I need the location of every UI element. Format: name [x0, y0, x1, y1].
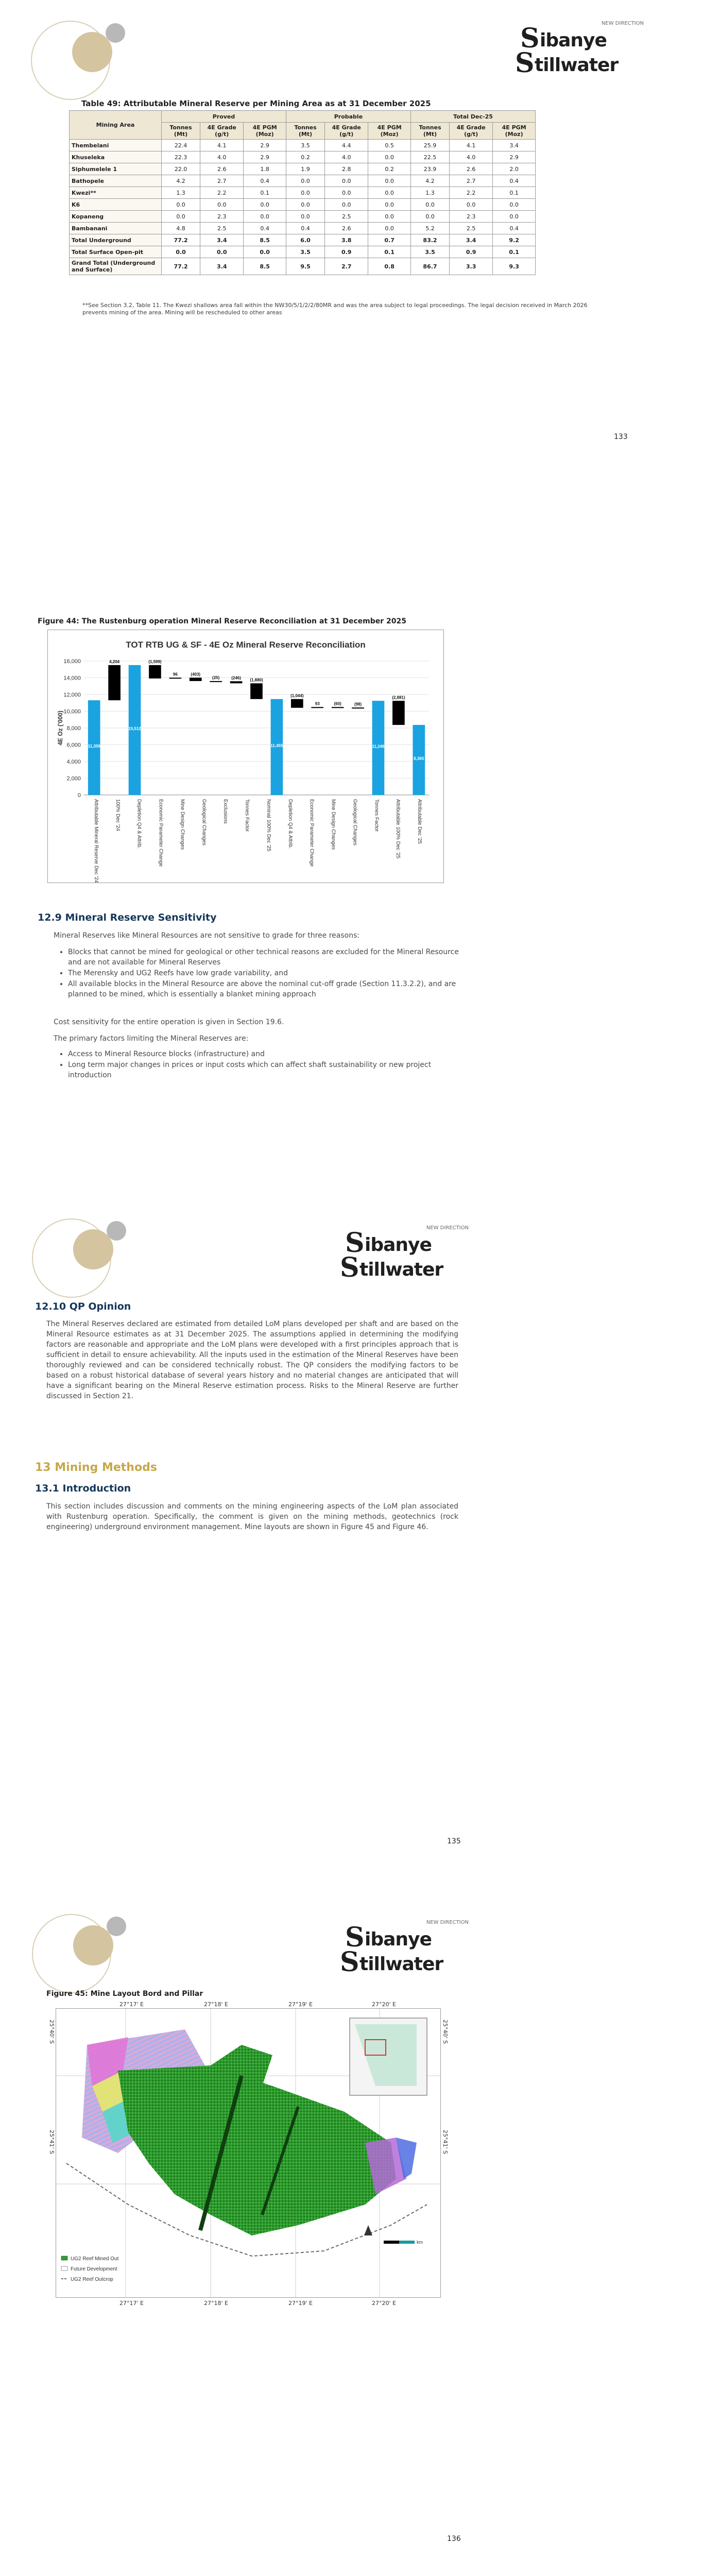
table-row	[70, 163, 536, 175]
logo-word: tillwater	[359, 1259, 443, 1280]
x-tick-label: Mine Design Changes	[330, 799, 336, 850]
decor-circle-grey	[106, 23, 125, 43]
delta-bar	[332, 707, 344, 708]
delta-bar	[230, 681, 243, 683]
sensitivity-intro: Mineral Reserves like Mineral Resources are not sensitive to grade for three reasons:	[54, 931, 360, 940]
y-tick-label: 16,000	[63, 658, 81, 665]
value-cell: 0.0	[325, 187, 368, 199]
value-cell: 0.0	[200, 199, 244, 211]
value-cell: 2.5	[450, 223, 493, 234]
waterfall-svg	[48, 630, 443, 883]
mining-area-cell: Total Underground	[70, 234, 162, 246]
delta-bar	[149, 665, 161, 679]
table-row	[70, 234, 536, 246]
delta-bar	[352, 707, 364, 708]
y-tick-label: 2,000	[66, 775, 81, 782]
header-group: Total Dec-25	[410, 111, 535, 123]
data-label: 15,512	[128, 726, 141, 731]
value-cell: 0.0	[286, 187, 324, 199]
value-cell: 2.6	[450, 163, 493, 175]
value-cell: 1.3	[410, 187, 449, 199]
value-cell: 9.2	[493, 234, 536, 246]
y-tick-label: 14,000	[63, 675, 81, 682]
bullet-item: • Access to Mineral Resource blocks (infrastructure) and	[68, 1049, 470, 1059]
header-group: Proved	[162, 111, 286, 123]
mining-area-cell: Siphumelele 1	[70, 163, 162, 175]
table-caption: Table 49: Attributable Mineral Reserve per Mining Area as at 31 December 2025	[81, 99, 431, 108]
value-cell: 0.0	[368, 187, 411, 199]
value-cell: 0.0	[244, 246, 286, 258]
value-cell: 2.3	[200, 211, 244, 223]
x-tick-label: Attributable Mineral Reserve Dec '24	[93, 799, 99, 883]
table-row	[70, 151, 536, 163]
section-title-131: 13.1 Introduction	[35, 1483, 131, 1494]
value-cell: 1.9	[286, 163, 324, 175]
table-row	[70, 246, 536, 258]
logo-tagline: NEW DIRECTION	[426, 1920, 469, 1925]
value-cell: 0.0	[368, 175, 411, 187]
legend-item: Future Development	[71, 2266, 117, 2272]
map-svg	[56, 2009, 440, 2297]
value-cell: 0.4	[493, 175, 536, 187]
delta-bar	[169, 677, 182, 679]
value-cell: 2.8	[325, 163, 368, 175]
bullet-item: • Blocks that cannot be mined for geological or other technical reasons are excluded for the Mineral Resource and are not available for Mineral Reserves	[68, 947, 470, 968]
table-row	[70, 258, 536, 275]
logo-tagline: NEW DIRECTION	[601, 21, 644, 26]
value-cell: 0.1	[368, 246, 411, 258]
delta-bar	[108, 665, 121, 700]
table-row	[70, 175, 536, 187]
value-cell: 0.0	[244, 211, 286, 223]
y-axis-label: 4E Oz ('000)	[57, 710, 64, 745]
value-cell: 0.0	[368, 223, 411, 234]
value-cell: 3.4	[200, 258, 244, 275]
value-cell: 0.0	[286, 211, 324, 223]
data-label: (98)	[354, 702, 362, 707]
value-cell: 6.0	[286, 234, 324, 246]
value-cell: 0.8	[368, 258, 411, 275]
logo-letter: S	[345, 1227, 365, 1259]
table-row	[70, 199, 536, 211]
page-number: 135	[447, 1837, 461, 1845]
data-label: (2,881)	[392, 695, 405, 700]
value-cell: 3.4	[450, 234, 493, 246]
y-tick-label: 10,000	[63, 708, 81, 715]
decor-circle-grey	[107, 1917, 126, 1936]
value-cell: 0.0	[493, 211, 536, 223]
value-cell: 3.4	[200, 234, 244, 246]
value-cell: 5.2	[410, 223, 449, 234]
value-cell: 0.4	[244, 175, 286, 187]
logo-word: ibanye	[365, 1929, 432, 1950]
logo-letter: S	[515, 47, 535, 79]
value-cell: 3.5	[410, 246, 449, 258]
data-label: 93	[315, 701, 320, 706]
section-title-129: 12.9 Mineral Reserve Sensitivity	[38, 912, 217, 923]
delta-bar	[311, 707, 323, 708]
value-cell: 0.7	[368, 234, 411, 246]
value-cell: 4.0	[450, 151, 493, 163]
data-label: 11,455	[270, 743, 283, 748]
reconciliation-chart	[47, 630, 444, 883]
value-cell: 4.0	[200, 151, 244, 163]
value-cell: 2.2	[200, 187, 244, 199]
value-cell: 0.9	[450, 246, 493, 258]
sub-header: 4E Grade (g/t)	[200, 123, 244, 140]
data-label: (1,599)	[148, 659, 162, 664]
factors-bullets	[54, 1049, 470, 1081]
value-cell: 0.0	[200, 246, 244, 258]
bottom-coord: 27°19' E	[288, 2300, 313, 2307]
logo-word: tillwater	[535, 55, 619, 76]
sensitivity-bullets	[54, 947, 470, 1000]
delta-bar	[190, 677, 202, 681]
value-cell: 0.0	[368, 151, 411, 163]
value-cell: 0.0	[162, 246, 200, 258]
value-cell: 2.9	[244, 151, 286, 163]
sub-header: 4E PGM (Moz)	[368, 123, 411, 140]
logo-letter: S	[340, 1946, 359, 1978]
mining-area-cell: Bathopele	[70, 175, 162, 187]
mineral-reserve-table	[69, 110, 536, 275]
value-cell: 0.1	[493, 246, 536, 258]
value-cell: 0.0	[410, 211, 449, 223]
data-label: 11,309	[88, 744, 100, 749]
mining-area-cell: Grand Total (Underground and Surface)	[70, 258, 162, 275]
map-legend	[61, 2256, 119, 2282]
sub-header: Tonnes (Mt)	[410, 123, 449, 140]
mining-area-cell: Kwezi**	[70, 187, 162, 199]
x-tick-label: Tonnes Factor	[244, 799, 250, 832]
value-cell: 0.0	[325, 199, 368, 211]
logo-word: ibanye	[540, 30, 607, 51]
value-cell: 2.2	[450, 187, 493, 199]
logo-letter: S	[340, 1252, 359, 1283]
x-tick-label: 100% Dec '24	[114, 799, 121, 831]
y-tick-label: 0	[77, 792, 81, 799]
x-tick-label: Mine Design Changes	[179, 799, 185, 850]
scale-label: km	[417, 2240, 423, 2245]
value-cell: 0.2	[286, 151, 324, 163]
value-cell: 2.7	[450, 175, 493, 187]
value-cell: 9.5	[286, 258, 324, 275]
value-cell: 2.0	[493, 163, 536, 175]
decor-circle-grey	[107, 1221, 126, 1241]
bullet-item: • The Merensky and UG2 Reefs have low grade variability, and	[68, 968, 470, 978]
data-label: (1,044)	[290, 693, 304, 698]
sub-header: 4E PGM (Moz)	[493, 123, 536, 140]
data-label: 4,204	[109, 659, 120, 664]
top-coord: 27°17' E	[119, 2001, 144, 2008]
value-cell: 8.5	[244, 234, 286, 246]
section-title-13: 13 Mining Methods	[35, 1461, 157, 1474]
value-cell: 0.0	[162, 199, 200, 211]
value-cell: 0.0	[325, 175, 368, 187]
value-cell: 0.1	[244, 187, 286, 199]
decor-circle-tan	[73, 1925, 113, 1965]
factors-intro: The primary factors limiting the Mineral Reserves are:	[54, 1035, 249, 1043]
value-cell: 2.9	[493, 151, 536, 163]
value-cell: 2.6	[325, 223, 368, 234]
data-label: (246)	[231, 675, 241, 681]
value-cell: 0.0	[162, 211, 200, 223]
x-tick-label: Economic Parameter Change	[158, 799, 164, 867]
logo-letter: S	[345, 1922, 365, 1953]
value-cell: 0.0	[450, 199, 493, 211]
decor-circle-tan	[72, 32, 112, 72]
table-row	[70, 187, 536, 199]
logo-word: tillwater	[359, 1954, 443, 1975]
right-coord: 25°41' S	[442, 2130, 449, 2154]
value-cell: 77.2	[162, 258, 200, 275]
value-cell: 0.0	[368, 199, 411, 211]
top-coord: 27°20' E	[372, 2001, 396, 2008]
mining-area-cell: Bambanani	[70, 223, 162, 234]
delta-bar	[392, 701, 405, 725]
table-row	[70, 223, 536, 234]
value-cell: 0.4	[244, 223, 286, 234]
value-cell: 3.3	[450, 258, 493, 275]
value-cell: 77.2	[162, 234, 200, 246]
value-cell: 23.9	[410, 163, 449, 175]
bullet-item: • Long term major changes in prices or input costs which can affect shaft sustainability or new project introduction	[68, 1060, 470, 1080]
value-cell: 2.3	[450, 211, 493, 223]
top-coord: 27°19' E	[288, 2001, 313, 2008]
sub-header: 4E PGM (Moz)	[244, 123, 286, 140]
value-cell: 3.4	[493, 140, 536, 151]
value-cell: 2.5	[200, 223, 244, 234]
company-logo	[340, 1225, 469, 1282]
value-cell: 0.0	[410, 199, 449, 211]
top-coord: 27°18' E	[204, 2001, 228, 2008]
value-cell: 0.0	[493, 199, 536, 211]
left-coord: 25°41' S	[48, 2130, 55, 2154]
value-cell: 22.3	[162, 151, 200, 163]
logo-word: ibanye	[365, 1234, 432, 1256]
figure-caption: Figure 45: Mine Layout Bord and Pillar	[46, 1990, 203, 1998]
y-tick-label: 12,000	[63, 692, 81, 698]
mining-area-cell: K6	[70, 199, 162, 211]
mining-area-cell: Total Surface Open-pit	[70, 246, 162, 258]
value-cell: 4.4	[325, 140, 368, 151]
mining-area-cell: Thembelani	[70, 140, 162, 151]
value-cell: 4.1	[450, 140, 493, 151]
data-label: 8,365	[414, 756, 424, 761]
value-cell: 0.0	[368, 211, 411, 223]
mining-area-cell: Khuseleka	[70, 151, 162, 163]
mining-intro-text: This section includes discussion and comments on the mining engineering aspects of the LoM plan associated with Rustenburg operation. Specifically, the comment is given on the mining methods, geotechnics (rock engineering) underground environment management. Mine layouts are shown in Figure 45 and Figure 46.	[46, 1502, 458, 1531]
x-tick-label: Attributable 100% Dec '25	[395, 799, 401, 859]
value-cell: 22.0	[162, 163, 200, 175]
data-label: (25)	[212, 675, 220, 680]
figure-caption: Figure 44: The Rustenburg operation Mineral Reserve Reconciliation at 31 December 2025	[38, 617, 407, 625]
logo-tagline: NEW DIRECTION	[426, 1225, 469, 1231]
value-cell: 3.8	[325, 234, 368, 246]
chart-title: TOT RTB UG & SF - 4E Oz Mineral Reserve Reconciliation	[126, 640, 366, 650]
x-tick-label: Nominal 100% Dec '25	[265, 799, 271, 852]
x-tick-label: Geological Changes	[201, 799, 207, 846]
value-cell: 0.5	[368, 140, 411, 151]
value-cell: 8.5	[244, 258, 286, 275]
value-cell: 0.0	[286, 199, 324, 211]
value-cell: 0.4	[493, 223, 536, 234]
x-tick-label: Economic Parameter Change	[308, 799, 315, 867]
y-tick-label: 4,000	[66, 759, 81, 765]
x-tick-label: Depletion Q4 & Attrib.	[136, 799, 142, 849]
bullet-item: • All available blocks in the Mineral Resource are above the nominal cut-off grade (Section 11.3.2.2), and are planned to be mined, which is essentially a blanket mining approach	[68, 979, 470, 999]
cost-sensitivity-text: Cost sensitivity for the entire operation is given in Section 19.6.	[54, 1018, 284, 1026]
bottom-coord: 27°17' E	[119, 2300, 144, 2307]
col-mining-area: Mining Area	[70, 111, 162, 140]
value-cell: 2.9	[244, 140, 286, 151]
sub-header: Tonnes (Mt)	[162, 123, 200, 140]
page-number: 136	[447, 2535, 461, 2543]
value-cell: 3.5	[286, 140, 324, 151]
data-label: (60)	[334, 701, 341, 706]
x-tick-label: Attributable Dec '25	[417, 799, 423, 844]
x-tick-label: Depletion Q4 & Attrib.	[287, 799, 293, 849]
data-label: 96	[173, 672, 178, 677]
company-logo	[340, 1920, 469, 1976]
value-cell: 2.7	[200, 175, 244, 187]
value-cell: 83.2	[410, 234, 449, 246]
section-title-1210: 12.10 QP Opinion	[35, 1301, 131, 1312]
value-cell: 4.2	[162, 175, 200, 187]
logo-letter: S	[520, 23, 540, 54]
value-cell: 1.3	[162, 187, 200, 199]
x-tick-label: Geological Changes	[352, 799, 358, 846]
table-row	[70, 211, 536, 223]
sub-header: 4E Grade (g/t)	[450, 123, 493, 140]
value-cell: 4.8	[162, 223, 200, 234]
sub-header: Tonnes (Mt)	[286, 123, 324, 140]
value-cell: 22.5	[410, 151, 449, 163]
legend-item: UG2 Reef Mined Out	[71, 2256, 119, 2262]
y-tick-label: 6,000	[66, 742, 81, 749]
value-cell: 0.9	[325, 246, 368, 258]
value-cell: 1.8	[244, 163, 286, 175]
value-cell: 22.4	[162, 140, 200, 151]
north-arrow-icon	[364, 2225, 372, 2235]
value-cell: 0.0	[286, 175, 324, 187]
header-group: Probable	[286, 111, 410, 123]
value-cell: 3.5	[286, 246, 324, 258]
value-cell: 4.0	[325, 151, 368, 163]
value-cell: 2.5	[325, 211, 368, 223]
page-number: 133	[614, 433, 628, 441]
legend-item: UG2 Reef Outcrop	[71, 2277, 113, 2282]
x-tick-label: Exclusions	[222, 799, 229, 824]
value-cell: 2.6	[200, 163, 244, 175]
value-cell: 4.1	[200, 140, 244, 151]
mining-area-cell: Kopaneng	[70, 211, 162, 223]
delta-bar	[210, 681, 222, 682]
value-cell: 9.3	[493, 258, 536, 275]
bottom-coord: 27°20' E	[372, 2300, 396, 2307]
company-logo	[515, 21, 644, 77]
data-label: 11,246	[372, 744, 385, 749]
bottom-coord: 27°18' E	[204, 2300, 228, 2307]
right-coord: 25°40' S	[442, 2020, 449, 2044]
value-cell: 25.9	[410, 140, 449, 151]
data-label: (1,880)	[250, 677, 263, 683]
delta-bar	[250, 683, 263, 699]
value-cell: 0.4	[286, 223, 324, 234]
value-cell: 0.2	[368, 163, 411, 175]
table-footnote: **See Section 3.2, Table 11. The Kwezi shallows area fall within the NW30/5/1/2/2/80MR and was the area subject to legal proceedings. The legal decision received in March 2026 prevents mining of the area. Mining will be rescheduled to other areas	[82, 302, 588, 316]
x-tick-label: Tonnes Factor	[373, 799, 380, 832]
qp-opinion-text: The Mineral Reserves declared are estimated from detailed LoM plans developed per shaft and are based on the Mineral Resource estimates as at 31 December 2025. The assumptions applied in determining the modifying factors are reasonable and appropriate and the LoM plans were developed with a first principles approach that is sufficient in detail to ensure achievability. All the inputs used in the estimation of the Mineral Reserves have been thoroughly reviewed and can be considered technically robust. The QP considers the modifying factors to be based on a robust historical database of several years history and no material changes are anticipated that will have a significant bearing on the Mineral Reserve estimation process. Risks to the Mineral Reserve are further discussed in Section 21.	[46, 1320, 458, 1400]
table-row	[70, 140, 536, 151]
value-cell: 86.7	[410, 258, 449, 275]
sub-header: 4E Grade (g/t)	[325, 123, 368, 140]
value-cell: 4.2	[410, 175, 449, 187]
value-cell: 2.7	[325, 258, 368, 275]
value-cell: 0.1	[493, 187, 536, 199]
data-label: (403)	[191, 672, 201, 677]
value-cell: 0.0	[244, 199, 286, 211]
delta-bar	[291, 699, 303, 708]
mine-layout-map	[56, 2008, 441, 2298]
y-tick-label: 8,000	[66, 725, 81, 732]
left-coord: 25°40' S	[48, 2020, 55, 2044]
